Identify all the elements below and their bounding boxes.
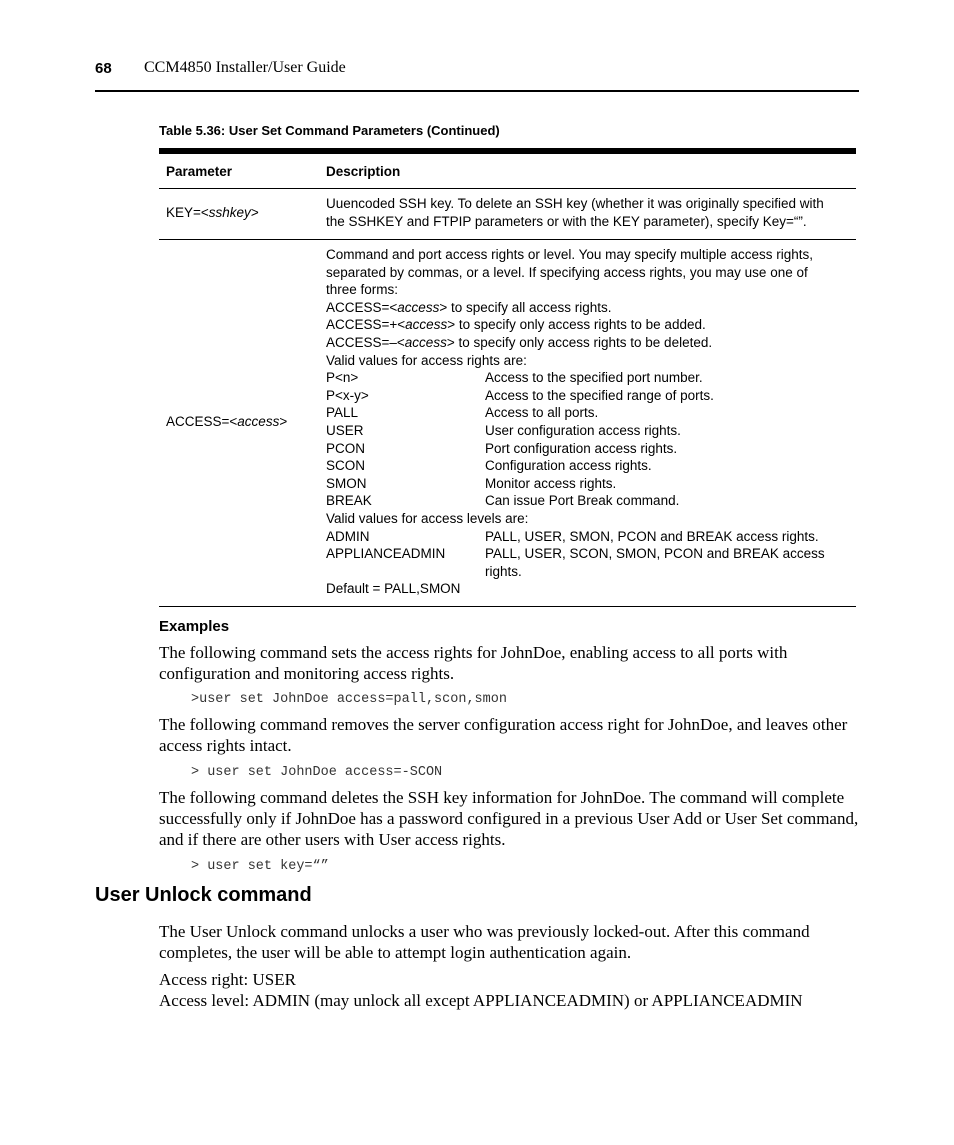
- param-key: KEY=<sshkey>: [166, 205, 259, 220]
- example-description: The following command sets the access rights for JohnDoe, enabling access to all ports with configuration and monitoring access rights.: [159, 643, 788, 683]
- guide-title: CCM4850 Installer/User Guide: [144, 59, 346, 76]
- access-right-item: USER User configuration access rights.: [326, 422, 681, 438]
- access-level-item: ADMIN PALL, USER, SMON, PCON and BREAK access rights.: [326, 528, 819, 544]
- section-heading: User Unlock command: [95, 884, 312, 906]
- parameters-table: [159, 148, 856, 607]
- access-right-item: P<x-y> Access to the specified range of ports.: [326, 387, 714, 403]
- access-right-item: PCON Port configuration access rights.: [326, 440, 678, 456]
- access-form: ACCESS=<access> to specify all access rights.: [326, 299, 612, 315]
- page-header: [95, 58, 859, 92]
- example-code: > user set JohnDoe access=-SCON: [191, 765, 443, 780]
- example-description: The following command removes the server configuration access right for JohnDoe, and leaves other access rights intact.: [159, 715, 848, 755]
- examples-heading: Examples: [159, 618, 230, 635]
- access-right-item: SMON Monitor access rights.: [326, 475, 617, 491]
- access-right-line: Access right: USER: [159, 970, 296, 989]
- description-line: the SSHKEY and FTPIP parameters or with the KEY parameter), specify Key=“”.: [326, 213, 807, 229]
- column-header-description: Description: [326, 164, 401, 179]
- access-right-item: PALL Access to all ports.: [326, 405, 599, 421]
- unlock-description: The User Unlock command unlocks a user who was previously locked-out. After this command completes, the user will be able to attempt login authentication again.: [159, 922, 810, 962]
- example-code: > user set key=“”: [191, 859, 329, 874]
- access-level-item: APPLIANCEADMIN PALL, USER, SCON, SMON, PCON and BREAK access rights.: [326, 546, 825, 579]
- rights-heading: Valid values for access rights are:: [326, 352, 527, 368]
- access-right-item: P<n> Access to the specified port number.: [326, 370, 703, 386]
- description-key: [326, 195, 851, 230]
- description-line: separated by commas, or a level. If specifying access rights, you may use one of: [326, 264, 808, 280]
- table-row-key: [159, 189, 856, 240]
- example-description: The following command deletes the SSH key information for JohnDoe. The command will complete successfully only if JohnDoe has a password configured in a previous User Add or User Set command, and if there are other users with User access rights.: [159, 788, 859, 849]
- table-row-access: [159, 240, 856, 607]
- page-number: 68: [95, 60, 112, 77]
- access-right-item: BREAK Can issue Port Break command.: [326, 493, 680, 509]
- description-line: Command and port access rights or level. You may specify multiple access rights,: [326, 247, 813, 262]
- access-level-line: Access level: ADMIN (may unlock all except APPLIANCEADMIN) or APPLIANCEADMIN: [159, 991, 803, 1010]
- default-value: Default = PALL,SMON: [326, 581, 461, 597]
- table-caption: Table 5.36: User Set Command Parameters (Continued): [159, 123, 500, 138]
- param-access: ACCESS=<access>: [166, 414, 288, 429]
- description-access: [326, 246, 851, 598]
- access-right-item: SCON Configuration access rights.: [326, 458, 652, 474]
- levels-heading: Valid values for access levels are:: [326, 510, 529, 526]
- description-line: Uuencoded SSH key. To delete an SSH key (whether it was originally specified with: [326, 196, 824, 211]
- access-form: ACCESS=+<access> to specify only access rights to be added.: [326, 317, 706, 333]
- access-form: ACCESS=–<access> to specify only access rights to be deleted.: [326, 334, 713, 350]
- column-header-parameter: Parameter: [166, 164, 233, 179]
- example-code: >user set JohnDoe access=pall,scon,smon: [191, 692, 507, 707]
- description-line: three forms:: [326, 282, 399, 298]
- table-header-row: [159, 154, 856, 189]
